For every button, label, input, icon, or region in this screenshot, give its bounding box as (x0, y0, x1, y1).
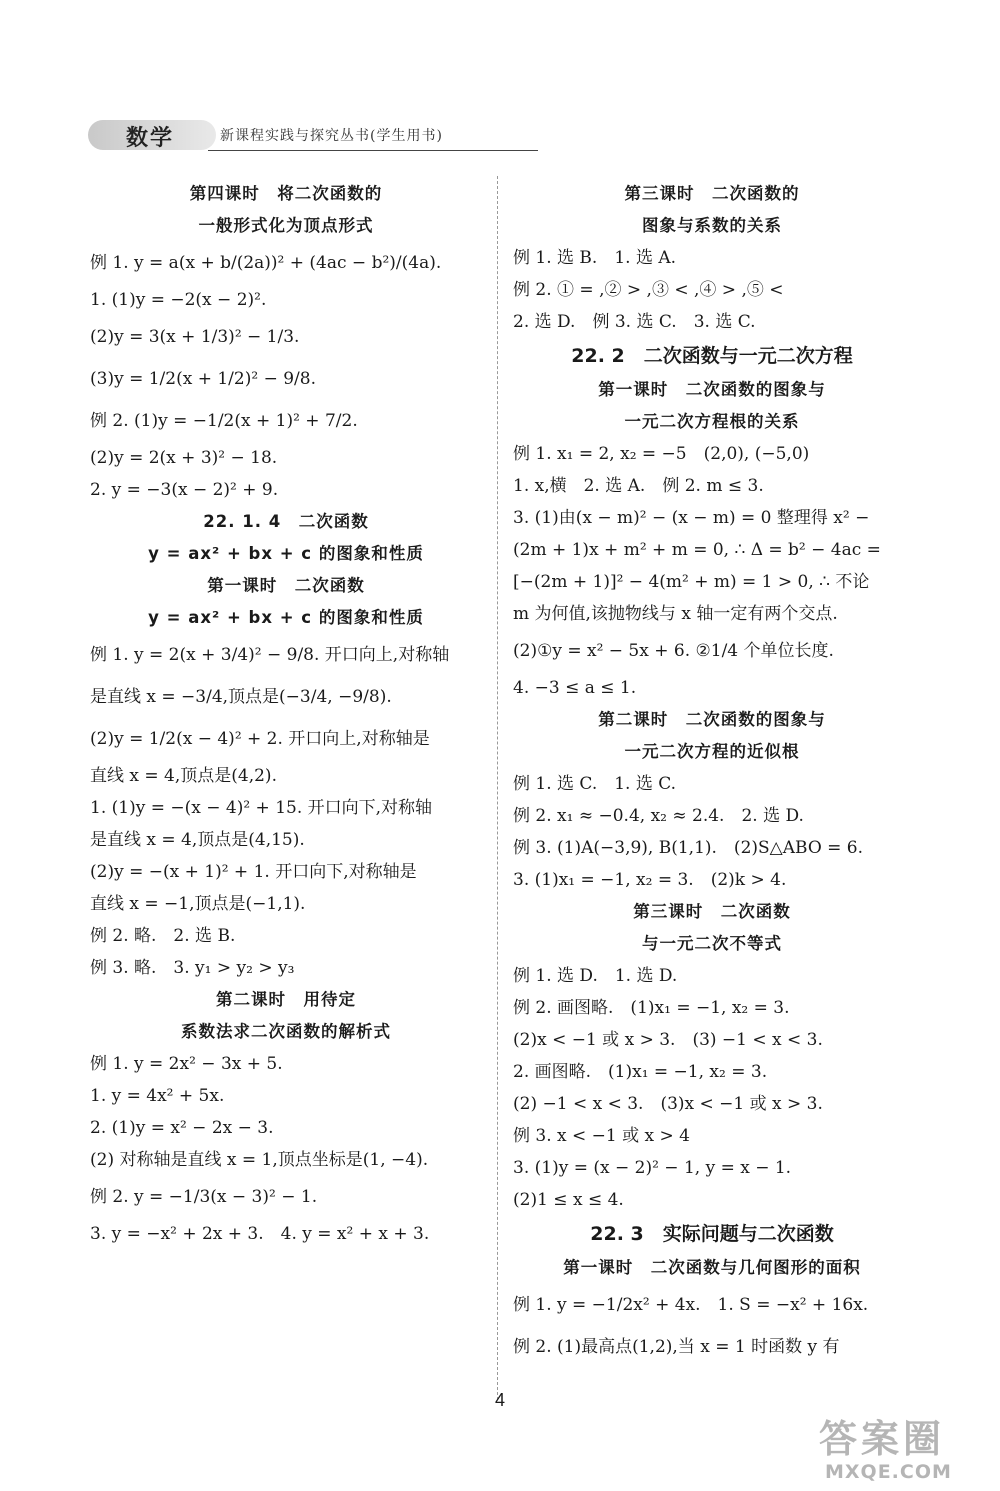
watermark-logo (815, 1408, 995, 1484)
right-answer-line: 例 1. 选 B. 1. 选 A. (513, 248, 677, 268)
right-answer-line: (2)1 ≤ x ≤ 4. (513, 1190, 624, 1210)
right-heading: 与一元二次不等式 (642, 934, 782, 953)
left-answer-line: 例 1. y = a(x + b/(2a))² + (4ac − b²)/(4a). (90, 253, 442, 273)
left-answer-line: 是直线 x = −3/4,顶点是(−3/4, −9/8). (90, 687, 392, 707)
left-answer-line: 2. (1)y = x² − 2x − 3. (90, 1118, 274, 1138)
left-answer-line: 是直线 x = 4,顶点是(4,15). (90, 830, 305, 850)
right-answer-line: 例 1. 选 C. 1. 选 C. (513, 774, 677, 794)
left-answer-line: 例 1. y = 2x² − 3x + 5. (90, 1054, 283, 1074)
right-answer-line: 2. 画图略. (1)x₁ = −1, x₂ = 3. (513, 1062, 768, 1082)
left-heading: 22. 1. 4 二次函数 (203, 512, 369, 531)
watermark-top: 答案圈 (819, 1417, 946, 1461)
right-answer-line: (2)x < −1 或 x > 3. (3) −1 < x < 3. (513, 1030, 823, 1050)
left-answer-line: (3)y = 1/2(x + 1/2)² − 9/8. (90, 369, 316, 389)
right-answer-line: 例 2. 画图略. (1)x₁ = −1, x₂ = 3. (513, 998, 790, 1018)
left-answer-line: 例 2. y = −1/3(x − 3)² − 1. (90, 1187, 318, 1207)
right-answer-line: 3. (1)x₁ = −1, x₂ = 3. (2)k > 4. (513, 870, 787, 890)
left-answer-line: 3. y = −x² + 2x + 3. 4. y = x² + x + 3. (90, 1224, 430, 1244)
header-rule (208, 150, 538, 151)
right-answer-line: [−(2m + 1)]² − 4(m² + m) = 1 > 0, ∴ 不论 (513, 572, 870, 592)
right-answer-line: 4. −3 ≤ a ≤ 1. (513, 678, 637, 698)
right-heading: 22. 3 实际问题与二次函数 (590, 1223, 834, 1245)
right-heading: 一元二次方程的近似根 (624, 742, 800, 761)
left-heading: y = ax² + bx + c 的图象和性质 (148, 608, 424, 627)
right-answer-line: 例 1. 选 D. 1. 选 D. (513, 966, 678, 986)
left-answer-line: (2)y = −(x + 1)² + 1. 开口向下,对称轴是 (90, 862, 417, 882)
right-heading: 第三课时 二次函数 (633, 902, 791, 921)
right-heading: 第一课时 二次函数的图象与 (598, 380, 826, 399)
right-column (513, 178, 911, 1368)
right-heading: 第一课时 二次函数与几何图形的面积 (563, 1258, 861, 1277)
series-title: 新课程实践与探究丛书(学生用书) (220, 128, 443, 144)
page-number: 4 (494, 1390, 505, 1410)
left-answer-line: (2) 对称轴是直线 x = 1,顶点坐标是(1, −4). (90, 1150, 429, 1170)
column-divider (497, 176, 498, 1400)
subject-label: 数学 (126, 125, 175, 151)
right-heading: 22. 2 二次函数与一元二次方程 (571, 345, 853, 367)
left-heading: 第二课时 用待定 (216, 990, 356, 1009)
right-answer-line: 例 2. x₁ ≈ −0.4, x₂ ≈ 2.4. 2. 选 D. (513, 806, 804, 826)
right-answer-line: 1. x,横 2. 选 A. 例 2. m ≤ 3. (513, 476, 764, 496)
left-answer-line: 例 2. (1)y = −1/2(x + 1)² + 7/2. (90, 411, 358, 431)
page-header (88, 116, 460, 154)
right-answer-line: (2) −1 < x < 3. (3)x < −1 或 x > 3. (513, 1094, 823, 1114)
right-heading: 第二课时 二次函数的图象与 (598, 710, 826, 729)
left-answer-line: (2)y = 3(x + 1/3)² − 1/3. (90, 327, 300, 347)
left-answer-line: 1. (1)y = −2(x − 2)². (90, 290, 267, 310)
right-answer-line: 例 3. x < −1 或 x > 4 (513, 1126, 690, 1146)
right-heading: 图象与系数的关系 (642, 216, 782, 235)
right-answer-line: 例 1. x₁ = 2, x₂ = −5 (2,0), (−5,0) (513, 444, 810, 464)
right-answer-line: 例 1. y = −1/2x² + 4x. 1. S = −x² + 16x. (513, 1295, 869, 1315)
right-answer-line: (2)①y = x² − 5x + 6. ②1/4 个单位长度. (513, 641, 834, 661)
left-heading: 系数法求二次函数的解析式 (181, 1022, 391, 1041)
right-answer-line: 2. 选 D. 例 3. 选 C. 3. 选 C. (513, 312, 756, 332)
left-answer-line: 例 3. 略. 3. y₁ > y₂ > y₃ (90, 958, 295, 978)
left-answer-line: 1. (1)y = −(x − 4)² + 15. 开口向下,对称轴 (90, 798, 433, 818)
right-answer-line: 例 2. (1)最高点(1,2),当 x = 1 时函数 y 有 (513, 1337, 840, 1357)
left-answer-line: 直线 x = −1,顶点是(−1,1). (90, 894, 306, 914)
right-answer-line: 例 2. ① = ,② > ,③ < ,④ > ,⑤ < (513, 280, 784, 300)
left-answer-line: 例 2. 略. 2. 选 B. (90, 926, 236, 946)
right-answer-line: 3. (1)由(x − m)² − (x − m) = 0 整理得 x² − (513, 508, 870, 528)
right-heading: 第三课时 二次函数的 (624, 184, 800, 203)
left-answer-line: 例 1. y = 2(x + 3/4)² − 9/8. 开口向上,对称轴 (90, 645, 450, 665)
left-answer-line: 1. y = 4x² + 5x. (90, 1086, 225, 1106)
right-heading: 一元二次方程根的关系 (624, 412, 800, 431)
left-answer-line: (2)y = 1/2(x − 4)² + 2. 开口向上,对称轴是 (90, 729, 430, 749)
left-heading: 第四课时 将二次函数的 (189, 184, 383, 203)
watermark-bottom: MXQE.COM (825, 1461, 952, 1483)
right-answer-line: 例 3. (1)A(−3,9), B(1,1). (2)S△ABO = 6. (513, 838, 864, 858)
right-answer-line: (2m + 1)x + m² + m = 0, ∴ Δ = b² − 4ac = (513, 540, 881, 560)
left-answer-line: 直线 x = 4,顶点是(4,2). (90, 766, 277, 786)
left-heading: y = ax² + bx + c 的图象和性质 (148, 544, 424, 563)
left-column (90, 178, 482, 1250)
left-answer-line: 2. y = −3(x − 2)² + 9. (90, 480, 279, 500)
right-answer-line: 3. (1)y = (x − 2)² − 1, y = x − 1. (513, 1158, 792, 1178)
left-answer-line: (2)y = 2(x + 3)² − 18. (90, 448, 278, 468)
left-heading: 第一课时 二次函数 (207, 576, 365, 595)
right-answer-line: m 为何值,该抛物线与 x 轴一定有两个交点. (513, 604, 838, 624)
left-heading: 一般形式化为顶点形式 (198, 216, 374, 235)
